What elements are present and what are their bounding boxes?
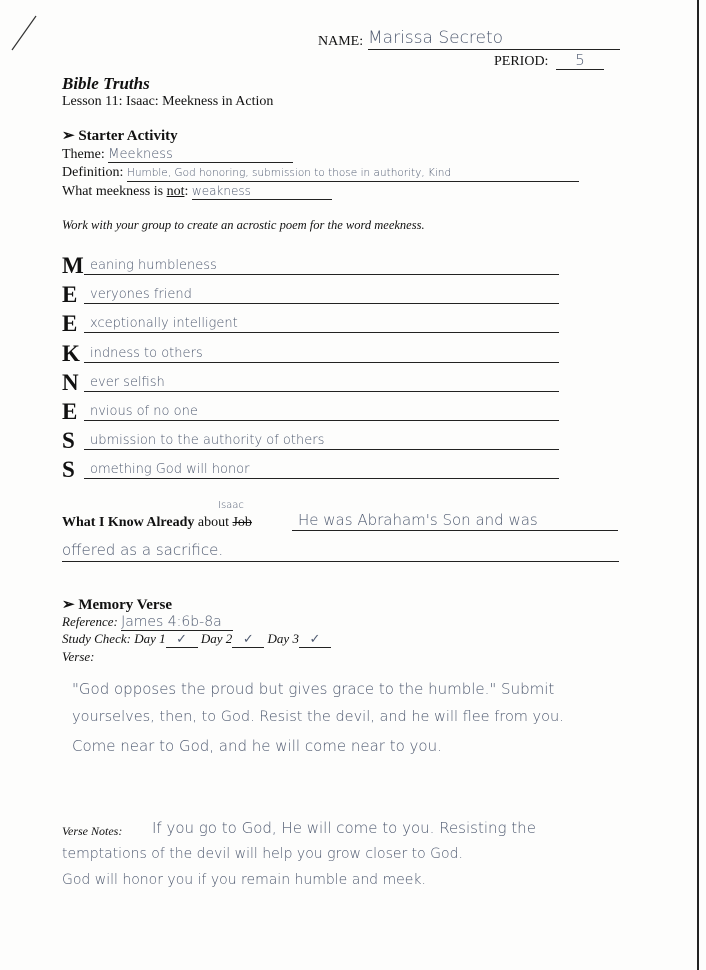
notes-line: God will honor you if you remain humble and meek. xyxy=(62,872,426,888)
name-value: Marissa Secreto xyxy=(368,28,504,48)
starter-heading: ➢ Starter Activity xyxy=(62,128,178,144)
acrostic-row xyxy=(62,427,559,453)
acrostic-line[interactable] xyxy=(84,420,559,421)
verse-line: yourselves, then, to God. Resist the devil, and he will flee from you. xyxy=(72,709,564,725)
acrostic-line[interactable] xyxy=(84,391,559,392)
acrostic-row xyxy=(62,456,559,482)
worksheet-title: Bible Truths xyxy=(62,74,150,93)
acrostic-letter: E xyxy=(62,399,78,424)
theme-field[interactable]: Meekness xyxy=(108,147,293,163)
reference-row xyxy=(62,614,233,631)
acrostic-row xyxy=(62,369,559,395)
memory-heading: ➢ Memory Verse xyxy=(62,597,173,613)
not-row xyxy=(62,184,332,200)
know-label xyxy=(62,515,252,531)
acrostic-row xyxy=(62,281,559,307)
not-colon: : xyxy=(184,184,189,199)
notes-line: temptations of the devil will help you grow closer to God. xyxy=(62,846,463,862)
acrostic-line[interactable] xyxy=(84,478,559,479)
notes-line: If you go to God, He will come to you. Resisting the xyxy=(152,819,536,837)
acrostic-letter: N xyxy=(62,369,79,395)
acrostic-line[interactable] xyxy=(84,449,559,450)
acrostic-instruction: Work with your group to create an acrostic poem for the word meekness. xyxy=(62,218,425,232)
theme-label: Theme: xyxy=(62,147,105,162)
day1-check[interactable]: ✓ xyxy=(166,632,198,648)
know-line-2[interactable]: offered as a sacrifice. xyxy=(62,540,619,562)
acrostic-answer: veryones friend xyxy=(90,287,192,303)
know-line-1[interactable]: He was Abraham's Son and was xyxy=(292,511,618,531)
verse-notes-label: Verse Notes: xyxy=(62,824,123,838)
reference-label: Reference: xyxy=(62,614,118,629)
acrostic-letter: S xyxy=(62,457,75,483)
acrostic-row xyxy=(62,252,559,278)
acrostic-row xyxy=(62,398,559,424)
know-label-bold: What I Know Already xyxy=(62,515,195,530)
acrostic-line[interactable] xyxy=(84,362,559,363)
acrostic-answer: omething God will honor xyxy=(90,462,250,478)
day3-label: Day 3 xyxy=(267,631,299,646)
acrostic-row xyxy=(62,310,559,336)
name-label: NAME: xyxy=(318,34,364,49)
definition-row xyxy=(62,165,579,182)
definition-field[interactable]: Humble, God honoring, submission to those in authority, Kind xyxy=(127,166,579,182)
day2-check[interactable]: ✓ xyxy=(232,632,264,648)
lesson-title: Lesson 11: Isaac: Meekness in Action xyxy=(62,94,274,109)
insert-word: Isaac xyxy=(218,500,244,511)
name-field[interactable] xyxy=(368,28,620,50)
acrostic-answer: nvious of no one xyxy=(90,404,198,419)
starter-heading-text: Starter Activity xyxy=(78,128,178,144)
scan-edge xyxy=(697,0,699,970)
not-field[interactable]: weakness xyxy=(192,184,332,200)
acrostic-answer: ever selfish xyxy=(90,374,165,390)
acrostic-answer: indness to others xyxy=(90,345,203,361)
acrostic-line[interactable] xyxy=(84,274,559,275)
acrostic-letter: M xyxy=(62,253,84,278)
acrostic-line[interactable] xyxy=(84,332,559,333)
day2-label: Day 2 xyxy=(200,631,233,646)
acrostic-row xyxy=(62,340,559,366)
period-value: 5 xyxy=(575,51,585,69)
acrostic-letter: E xyxy=(62,282,78,308)
verse-line: "God opposes the proud but gives grace to the humble." Submit xyxy=(72,680,555,698)
memory-heading-text: Memory Verse xyxy=(78,597,173,613)
reference-field[interactable]: James 4:6b-8a xyxy=(121,615,233,631)
acrostic-answer: xceptionally intelligent xyxy=(90,316,238,332)
grading-slash-mark xyxy=(10,12,40,52)
verse-line: Come near to God, and he will come near to you. xyxy=(72,737,442,755)
not-word: not xyxy=(166,184,185,199)
period-field[interactable] xyxy=(556,52,604,70)
acrostic-letter: K xyxy=(62,340,80,366)
day1-label: Study Check: Day 1 xyxy=(62,631,166,646)
verse-label: Verse: xyxy=(62,649,95,664)
study-check-row xyxy=(62,631,331,648)
acrostic-line[interactable] xyxy=(84,303,559,304)
not-label: What meekness is xyxy=(62,184,167,199)
acrostic-answer: ubmission to the authority of others xyxy=(90,433,325,449)
know-label-rest: about xyxy=(194,515,229,530)
acrostic-answer: eaning humbleness xyxy=(90,258,217,273)
acrostic-letter: E xyxy=(62,311,78,337)
day3-check[interactable]: ✓ xyxy=(299,632,331,648)
theme-row xyxy=(62,147,293,163)
acrostic-letter: S xyxy=(62,428,75,454)
crossed-word: Job xyxy=(232,515,252,530)
definition-label: Definition: xyxy=(62,165,124,180)
period-label: PERIOD: xyxy=(494,54,549,69)
